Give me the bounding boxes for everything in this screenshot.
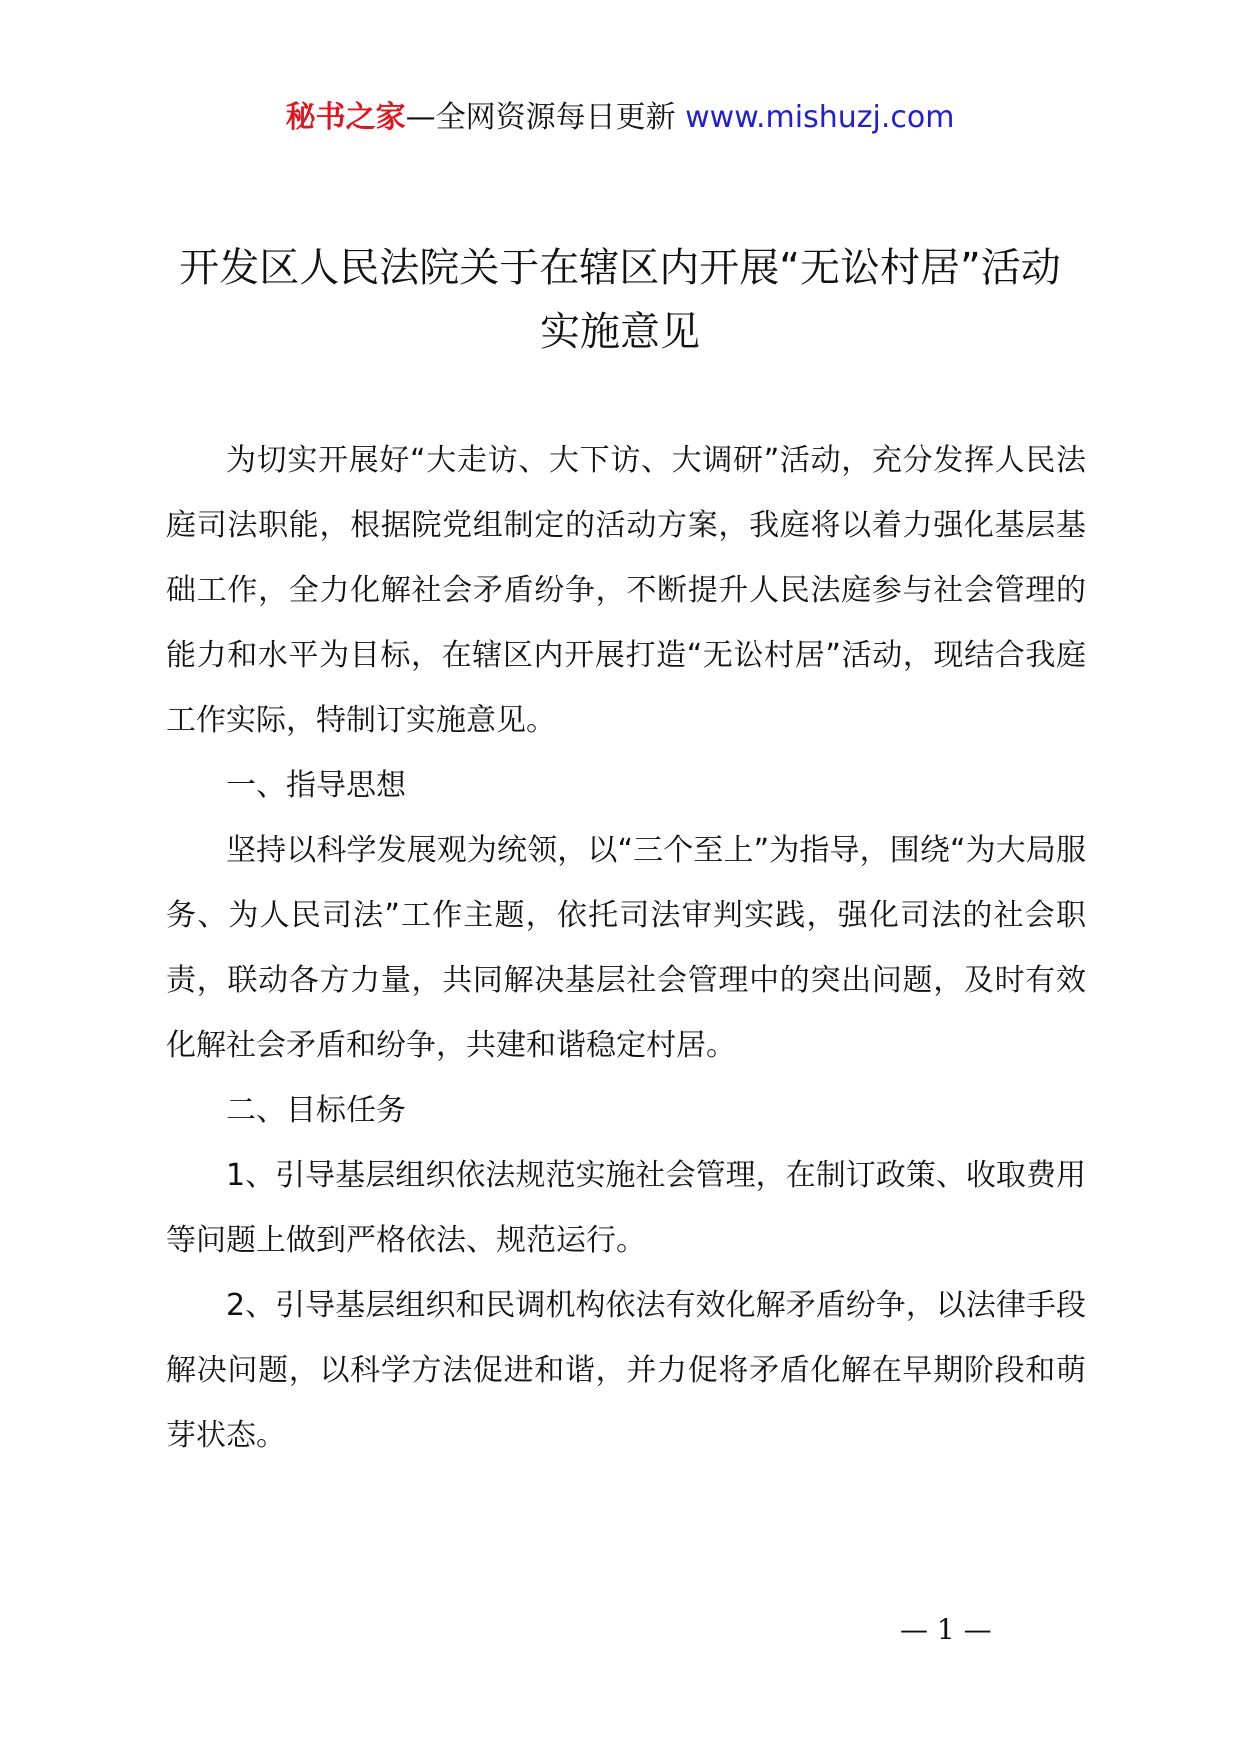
section-heading-goals-tasks: 二、目标任务 [226, 1093, 406, 1128]
site-url-link[interactable]: www.mishuzj.com [685, 100, 955, 135]
site-tagline: —全网资源每日更新 [405, 100, 676, 135]
document-title: 开发区人民法院关于在辖区内开展“无讼村居”活动实施意见 [179, 245, 1061, 355]
intro-paragraph: 为切实开展好“大走访、大下访、大调研”活动，充分发挥人民法庭司法职能，根据院党组制定的活动方案，我庭将以着力强化基层基础工作，全力化解社会矛盾纷争，不断提升人民法庭参与社会管理的能力和水平为目标，在辖区内开展打造“无讼村居”活动，现结合我庭工作实际，特制订实施意见。 [166, 443, 1086, 738]
task-item-2: 2、引导基层组织和民调机构依法有效化解矛盾纷争，以法律手段解决问题，以科学方法促进和谐，并力促将矛盾化解在早期阶段和萌芽状态。 [166, 1288, 1086, 1453]
section-heading-guiding-ideology: 一、指导思想 [226, 768, 406, 803]
guiding-ideology-paragraph: 坚持以科学发展观为统领，以“三个至上”为指导，围绕“为大局服务、为人民司法”工作主题，依托司法审判实践，强化司法的社会职责，联动各方力量，共同解决基层社会管理中的突出问题，及时有效化解社会矛盾和纷争，共建和谐稳定村居。 [166, 833, 1086, 1063]
task-item-1: 1、引导基层组织依法规范实施社会管理，在制订政策、收取费用等问题上做到严格依法、规范运行。 [166, 1158, 1086, 1258]
site-brand: 秘书之家 [285, 100, 406, 135]
document-body [166, 428, 1086, 1468]
site-header [0, 98, 1240, 138]
page-number: — 1 — [900, 1613, 992, 1646]
